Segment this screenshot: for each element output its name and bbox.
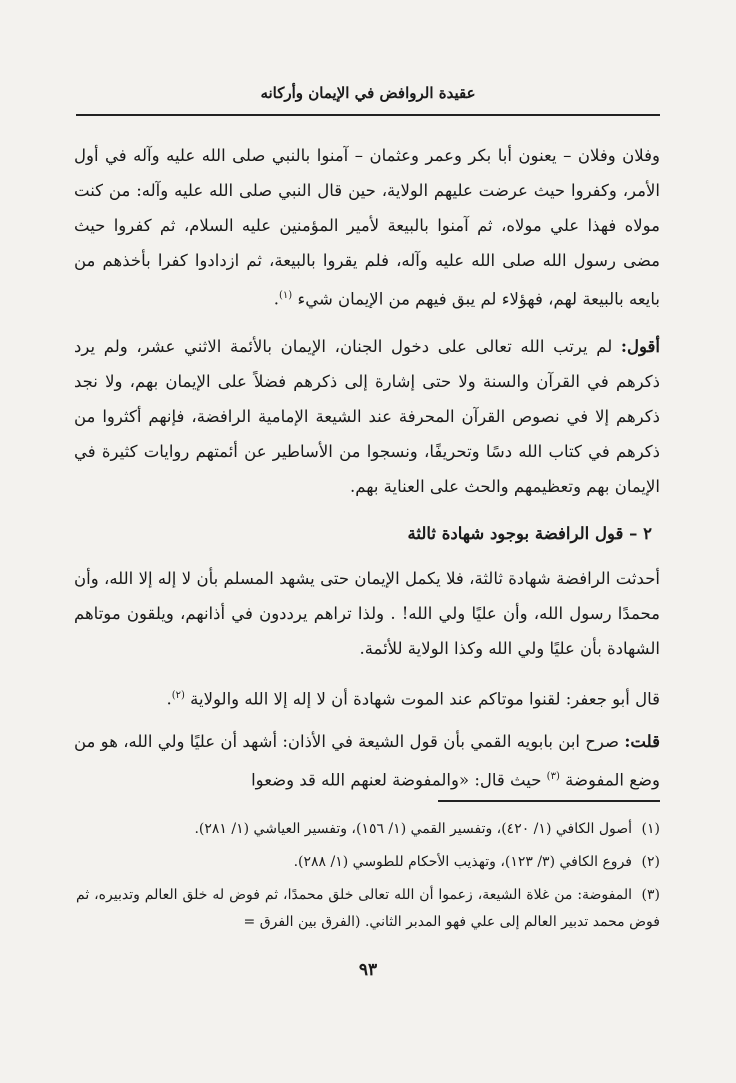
- page-number: ٩٣: [358, 960, 378, 980]
- footnote-3: [76, 882, 660, 936]
- paragraph-tail: .: [166, 689, 172, 708]
- footnotes: [76, 816, 660, 942]
- paragraph-lead: قلت:: [624, 732, 660, 751]
- footnote-number: (٢): [641, 854, 660, 870]
- paragraph-text: لم يرتب الله تعالى على دخول الجنان، الإيمان بالأئمة الاثني عشر، ولم يرد ذكرهم في القرآن والسنة ولا حتى إشارة إلى ذكرهم فضلاً على الإيمان بهم، ولا نجد ذكرهم إلا في نصوص القرآن المحرفة عند الشيعة الإمامية الرافضة، فإنهم أكثروا من ذكرهم في كتاب الله دسًا وتحريفًا، ونسجوا من الأساطير عن أئمتهم روايات كثيرة في الإيمان بهم وتعظيمهم والحث على العناية بهم.: [74, 336, 660, 496]
- paragraph-text: قال أبو جعفر: لقنوا موتاكم عند الموت شهادة أن لا إله إلا الله والولاية: [190, 689, 660, 708]
- paragraph-text: وفلان وفلان – يعنون أبا بكر وعمر وعثمان – آمنوا بالنبي صلى الله عليه وآله في أول الأمر، وكفروا حيث عرضت عليهم الولاية، حين قال النبي صلى الله عليه وآله: من كنت مولاه فهذا علي مولاه، ثم آمنوا بالبيعة لأمير المؤمنين عليه السلام، ثم كفروا حيث مضى رسول الله صلى الله عليه وآله، فلم يقروا بالبيعة، ثم ازدادوا كفرا بأخذهم من بايعه بالبيعة لهم، فهؤلاء لم يبق فيهم من الإيمان شيء: [74, 146, 660, 309]
- footnote-text: أصول الكافي (١/ ٤٢٠)، وتفسير القمي (١/ ١٥٦)، وتفسير العياشي (١/ ٢٨١).: [194, 821, 632, 837]
- footnote-ref: (٢): [171, 689, 185, 701]
- footnote-ref: (٣): [546, 771, 560, 782]
- paragraph-4: [74, 678, 660, 717]
- paragraph-tail: .: [273, 289, 279, 309]
- paragraph-text: أحدثت الرافضة شهادة ثالثة، فلا يكمل الإيمان حتى يشهد المسلم بأن لا إله إلا الله، وأن محمدًا رسول الله، وأن عليًا ولي الله! . ولذا تراهم يرددون في أذانهم، ويلقون موتاهم الشهادة بأن عليًا ولي الله وكذا الولاية للأئمة.: [74, 568, 660, 658]
- footnote-text: فروع الكافي (٣/ ١٢٣)، وتهذيب الأحكام للطوسي (١/ ٢٨٨).: [293, 854, 632, 870]
- paragraph-tail: حيث قال: «والمفوضة لعنهم الله قد وضعوا: [251, 770, 547, 790]
- footnote-rule: [438, 800, 660, 802]
- footnote-ref: (١): [279, 290, 293, 301]
- paragraph-1: [74, 138, 660, 317]
- footnote-2: [76, 849, 660, 876]
- footnote-number: (٣): [641, 887, 660, 903]
- footnote-text: المفوضة: من غلاة الشيعة، زعموا أن الله تعالى خلق محمدًا، ثم فوض له خلق العالم وتدبيره، ثم فوض محمد تدبير العالم إلى علي فهو المدبر الثاني. (الفرق بين الفرق =: [76, 887, 660, 930]
- paragraph-3: [74, 561, 660, 666]
- paragraph-5: [74, 724, 660, 798]
- paragraph-lead: أقول:: [620, 336, 660, 356]
- footnote-1: [76, 816, 660, 843]
- main-text: [74, 138, 660, 810]
- header-rule: [76, 114, 660, 116]
- footnote-number: (١): [641, 821, 660, 837]
- section-heading: ٢ – قول الرافضة بوجود شهادة ثالثة: [407, 523, 652, 543]
- paragraph-2: [74, 329, 660, 504]
- paragraph-text: صرح ابن بابويه القمي بأن قول الشيعة في الأذان: أشهد أن عليًا ولي الله، هو من وضع المفوضة: [74, 732, 660, 790]
- running-header: عقيدة الروافض في الإيمان وأركانه: [260, 84, 476, 102]
